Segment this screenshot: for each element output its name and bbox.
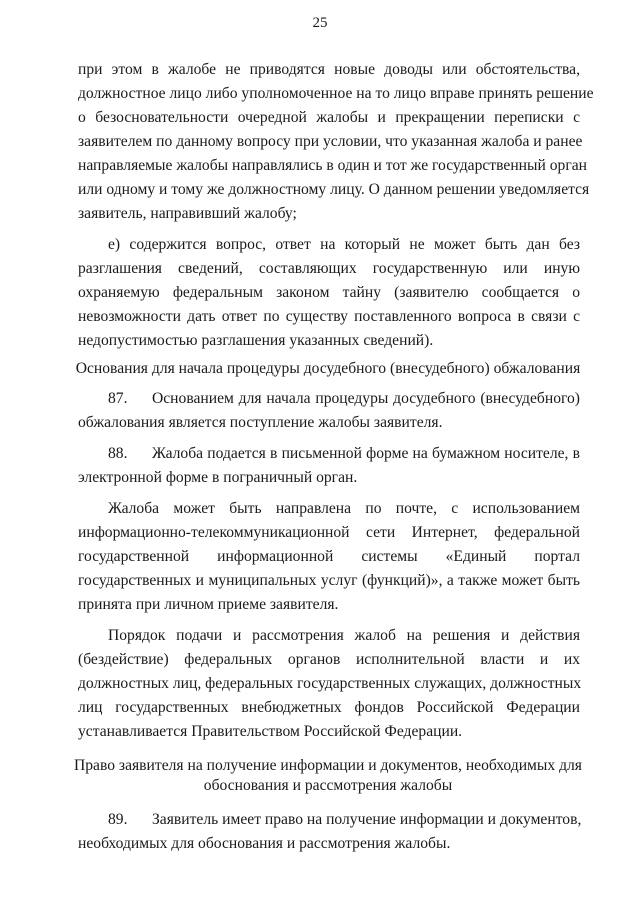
text-line: электронной форме в пограничный орган. — [78, 469, 358, 486]
paragraph-88-first-line — [108, 442, 580, 466]
text-line: должностных лиц, федеральных государственных служащих, должностных — [78, 675, 582, 692]
text-line: при этом в жалобе не приводятся новые доводы или обстоятельства, — [78, 61, 580, 78]
heading-line: Право заявителя на получение информации и документов, необходимых для — [74, 757, 582, 774]
paragraph-number: 88. — [108, 445, 128, 462]
text-line: заявитель, направивший жалобу; — [78, 205, 297, 222]
text-line: Жалоба может быть направлена по почте, с использованием — [108, 500, 580, 517]
text-line: информационно-телекоммуникационной сети Интернет, федеральной — [78, 524, 580, 541]
text-line: охраняемую федеральным законом тайну (заявителю сообщается о — [78, 284, 580, 301]
text-line: необходимых для обоснования и рассмотрения жалобы. — [78, 835, 451, 852]
heading-line: обоснования и рассмотрения жалобы — [203, 777, 453, 794]
text-line: о безосновательности очередной жалобы и прекращении переписки с — [78, 109, 580, 126]
text-line: Заявитель имеет право на получение информации и документов, — [152, 811, 582, 828]
paragraph-87-first-line — [108, 387, 580, 411]
section-heading: Основания для начала процедуры досудебного (внесудебного) обжалования — [75, 360, 581, 377]
text-line: (бездействие) федеральных органов исполнительной власти и их — [78, 651, 580, 668]
text-line: Жалоба подается в письменной форме на бумажном носителе, в — [152, 445, 580, 462]
text-line: невозможности дать ответ по существу поставленного вопроса в связи с — [78, 308, 580, 325]
text-line: лиц государственных внебюджетных фондов Российской Федерации — [78, 699, 580, 716]
text-line: принята при личном приеме заявителя. — [78, 596, 339, 613]
paragraph-89-first-line — [108, 808, 580, 832]
text-line: должностное лицо либо уполномоченное на то лицо вправе принять решение — [78, 85, 594, 102]
text-line: Основанием для начала процедуры досудебного (внесудебного) — [152, 390, 580, 407]
page-number: 25 — [312, 15, 328, 31]
section-heading — [60, 756, 596, 796]
text-line: государственной информационной системы «Единый портал — [78, 548, 580, 565]
text-line: или одному и тому же должностному лицу. О данном решении уведомляется — [78, 181, 590, 198]
paragraph-number: 87. — [108, 390, 128, 407]
text-line: заявителем по данному вопросу при условии, что указанная жалоба и ранее — [78, 133, 583, 150]
text-line: государственных и муниципальных услуг (функций)», а также может быть — [78, 572, 580, 589]
text-line: направляемые жалобы направлялись в один и тот же государственный орган — [78, 157, 587, 174]
paragraph-number: 89. — [108, 811, 128, 828]
text-line: е) содержится вопрос, ответ на который не может быть дан без — [108, 236, 580, 253]
text-line: Порядок подачи и рассмотрения жалоб на решения и действия — [108, 627, 580, 644]
text-line: обжалования является поступление жалобы заявителя. — [78, 414, 443, 431]
text-line: недопустимостью разглашения указанных сведений). — [78, 332, 434, 349]
text-line: устанавливается Правительством Российской Федерации. — [78, 723, 463, 740]
text-line: разглашения сведений, составляющих государственную или иную — [78, 260, 580, 277]
